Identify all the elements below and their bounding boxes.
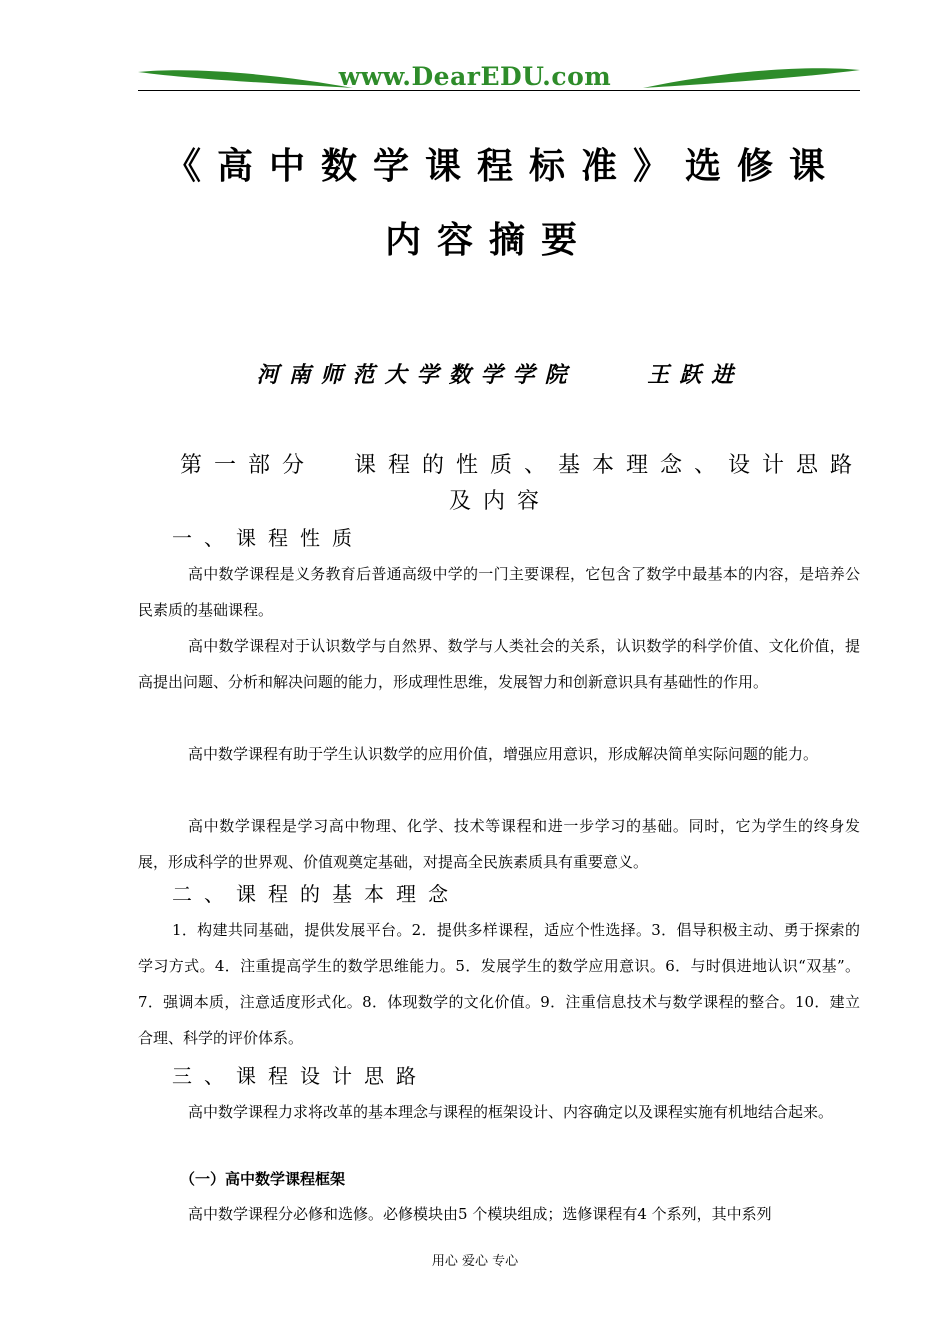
section-heading-concepts: 二、课程的基本理念 [172, 882, 460, 906]
author-line: 河南师范大学数学学院 王跃进 [256, 363, 744, 388]
paragraph: 高中数学课程有助于学生认识数学的应用价值，增强应用意识，形成解决简单实际问题的能力。 [188, 745, 819, 763]
paragraph: 高中数学课程是学习高中物理、化学、技术等课程和进一步学习的基础。同时，它为学生的终身发展，形成科学的世界观、价值观奠定基础，对提高全民族素质具有重要意义。 [138, 817, 860, 871]
document-title-line1: 《高中数学课程标准》选修课 [164, 146, 841, 187]
part-heading-line1: 第一部分 课程的性质、基本理念、设计思路 [180, 453, 864, 478]
paragraph: 高中数学课程对于认识数学与自然界、数学与人类社会的关系，认识数学的科学价值、文化价值，提高提出问题、分析和解决问题的能力，形成理性思维，发展智力和创新意识具有基础性的作用。 [138, 637, 860, 691]
paragraph: 高中数学课程力求将改革的基本理念与课程的框架设计、内容确定以及课程实施有机地结合起来。 [188, 1103, 834, 1121]
part-heading-line2: 及内容 [448, 489, 551, 514]
document-title-line2: 内容摘要 [384, 220, 593, 261]
header-rule [138, 90, 860, 91]
section-heading-nature: 一、课程性质 [172, 526, 364, 550]
section-heading-design: 三、课程设计思路 [172, 1064, 428, 1088]
page-footer: 用心 爱心 专心 [431, 1254, 519, 1269]
site-logo: www.DearEDU.com [338, 62, 612, 91]
subsection-heading: （一）高中数学课程框架 [180, 1170, 346, 1188]
paragraph: 1．构建共同基础，提供发展平台。2．提供多样课程，适应个性选择。3．倡导积极主动、勇于探索的学习方式。4．注重提高学生的数学思维能力。5．发展学生的数学应用意识。6．与时俱进地认识“双基”。 7．强调本质，注意适度形式化。8．体现数学的文化价值。9．注重信息技术与数学课程的整合。10．建立合理、科学的评价体系。 [138, 921, 860, 1047]
paragraph: 高中数学课程分必修和选修。必修模块由5 个模块组成；选修课程有4 个系列，其中系列 [188, 1205, 772, 1223]
paragraph: 高中数学课程是义务教育后普通高级中学的一门主要课程，它包含了数学中最基本的内容，是培养公民素质的基础课程。 [138, 565, 860, 619]
